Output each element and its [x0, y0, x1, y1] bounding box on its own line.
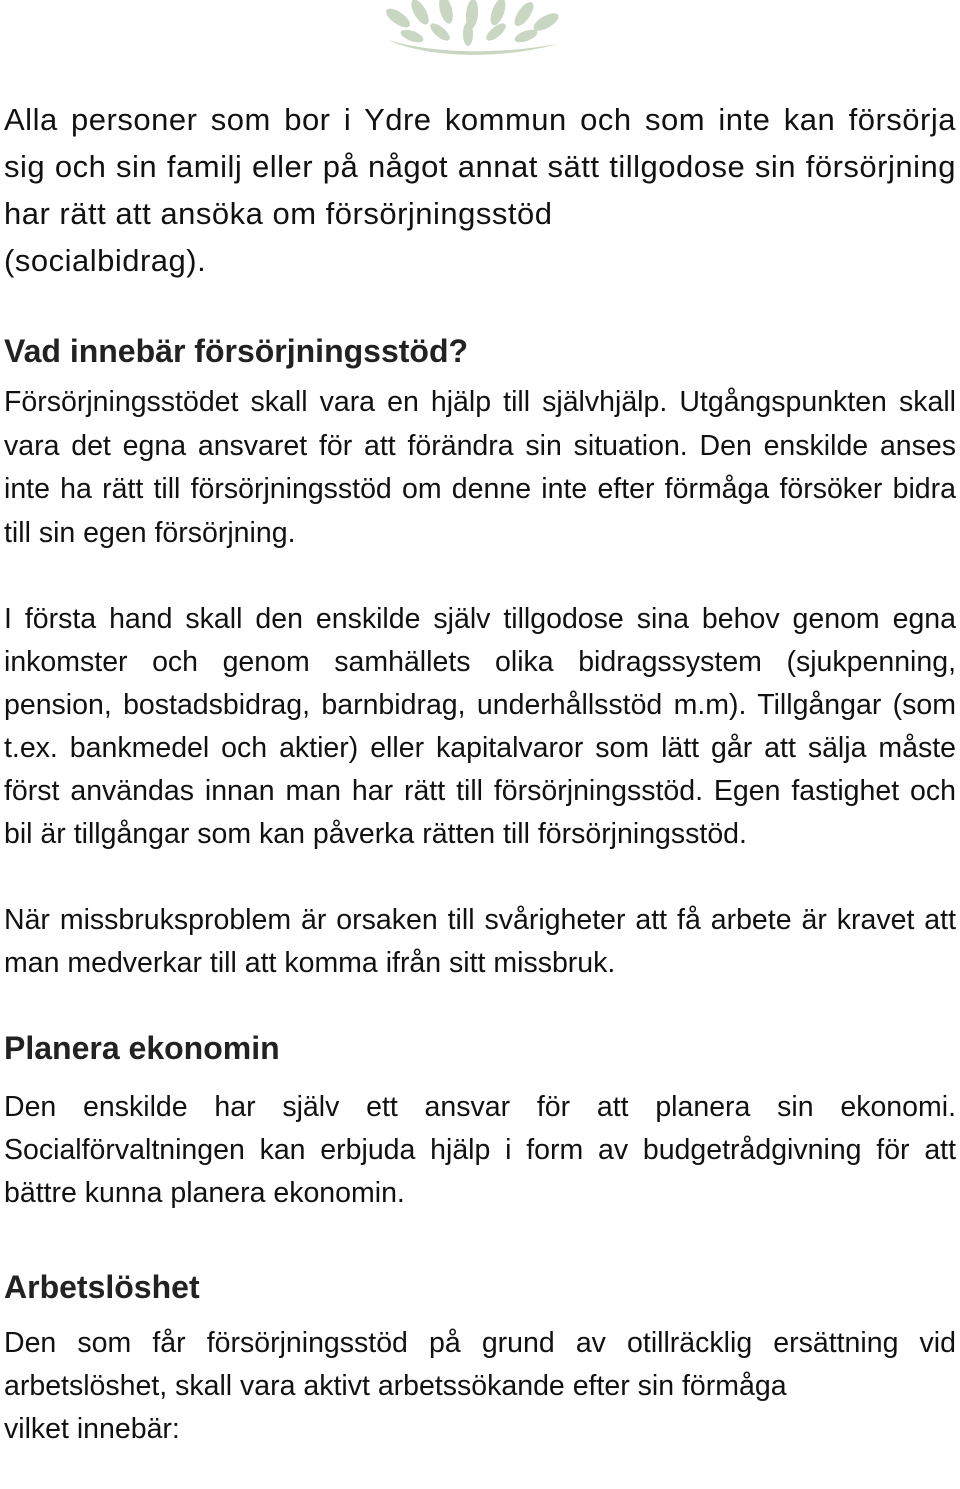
paragraph-planera-ekonomin: Den enskilde har själv ett ansvar för att planera sin ekonomi. Socialförvaltningen kan erbjuda hjälp i form av budgetrådgivning för att bättre kunna planera ekonomin. [4, 1091, 956, 1209]
paragraph-forsorjningsstod-sjalvhjalp: Försörjningsstödet skall vara en hjälp till självhjälp. Utgångspunkten skall vara det egna ansvaret för att förändra sin situation. Den enskilde anses inte ha rätt till försörjningsstöd om denne inte efter förmåga försöker bidra till sin egen försörjning. [4, 386, 956, 549]
intro-paragraph-end: (socialbidrag). [4, 243, 207, 278]
olive-branch-logo [368, 0, 578, 70]
heading-arbetsloshet: Arbetslöshet [4, 1269, 200, 1305]
heading-vad-innebar: Vad innebär försörjningsstöd? [4, 333, 469, 369]
document-content [4, 96, 956, 1451]
paragraph-arbetsloshet-end: vilket innebär: [4, 1413, 180, 1445]
paragraph-missbruk: När missbruksproblem är orsaken till svårigheter att få arbete är kravet att man medverkar till att komma ifrån sitt missbruk. [4, 904, 956, 979]
intro-paragraph: Alla personer som bor i Ydre kommun och som inte kan försörja sig och sin familj eller på något annat sätt tillgodose sin försörjning har rätt att ansöka om försörjningsstöd [4, 102, 956, 231]
paragraph-arbetsloshet: Den som får försörjningsstöd på grund av otillräcklig ersättning vid arbetslöshet, skall vara aktivt arbetssökande efter sin förmåga [4, 1327, 956, 1402]
paragraph-forsta-hand: I första hand skall den enskilde själv tillgodose sina behov genom egna inkomster och genom samhällets olika bidragssystem (sjukpenning, pension, bostadsbidrag, barnbidrag, underhållsstöd m.m). Tillgångar (som t.ex. bankmedel och aktier) eller kapitalvaror som lätt går att sälja måste först användas innan man har rätt till försörjningsstöd. Egen fastighet och bil är tillgångar som kan påverka rätten till försörjningsstöd. [4, 603, 956, 850]
heading-planera-ekonomin: Planera ekonomin [4, 1030, 280, 1066]
